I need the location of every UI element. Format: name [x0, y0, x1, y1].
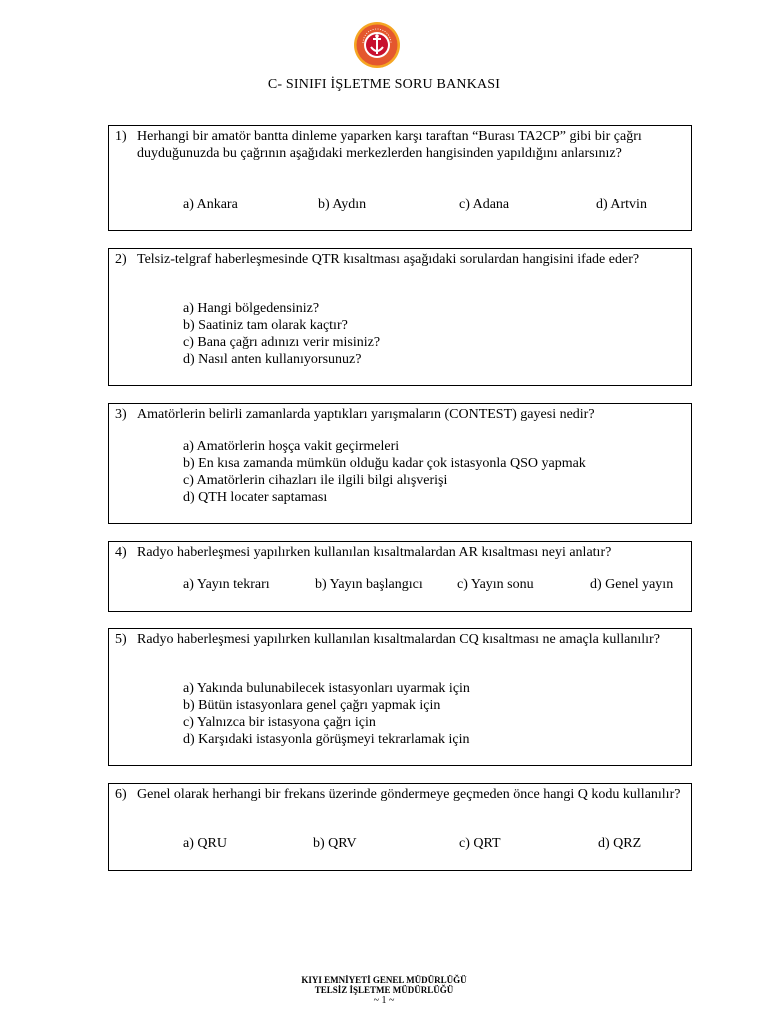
- option-c[interactable]: c) QRT: [459, 836, 501, 851]
- question-number: 6): [115, 787, 127, 802]
- option-b[interactable]: b) Bütün istasyonlara genel çağrı yapmak için: [183, 698, 441, 713]
- question-number: 2): [115, 252, 127, 267]
- option-b[interactable]: b) QRV: [313, 836, 357, 851]
- question-box-1: [108, 125, 692, 231]
- option-a[interactable]: a) Ankara: [183, 197, 238, 212]
- option-d[interactable]: d) Genel yayın: [590, 577, 674, 592]
- question-text: Telsiz-telgraf haberleşmesinde QTR kısaltması aşağıdaki sorulardan hangisini ifade eder?: [137, 252, 640, 267]
- option-c[interactable]: c) Bana çağrı adınızı verir misiniz?: [183, 335, 381, 350]
- option-d[interactable]: d) QTH locater saptaması: [183, 490, 328, 505]
- option-c[interactable]: c) Amatörlerin cihazları ile ilgili bilgi alışverişi: [183, 473, 448, 488]
- option-a[interactable]: a) Amatörlerin hoşça vakit geçirmeleri: [183, 439, 400, 454]
- question-number: 1): [115, 129, 127, 144]
- footer-department: TELSİZ İŞLETME MÜDÜRLÜĞÜ: [314, 985, 454, 995]
- question-text: Radyo haberleşmesi yapılırken kullanılan kısaltmalardan CQ kısaltması ne amaçla kullanılır?: [137, 632, 660, 647]
- question-text: Amatörlerin belirli zamanlarda yaptıkları yarışmaların (CONTEST) gayesi nedir?: [137, 407, 595, 422]
- option-c[interactable]: c) Yalnızca bir istasyona çağrı için: [183, 715, 376, 730]
- option-a[interactable]: a) Yakında bulunabilecek istasyonları uyarmak için: [183, 681, 470, 696]
- option-c[interactable]: c) Yayın sonu: [457, 577, 534, 592]
- option-a[interactable]: a) Yayın tekrarı: [183, 577, 270, 592]
- option-b[interactable]: b) En kısa zamanda mümkün olduğu kadar çok istasyonla QSO yapmak: [183, 456, 586, 471]
- option-b[interactable]: b) Yayın başlangıcı: [315, 577, 423, 592]
- option-d[interactable]: d) Karşıdaki istasyonla görüşmeyi tekrarlamak için: [183, 732, 470, 747]
- question-box-3: [108, 403, 692, 524]
- question-box-6: [108, 783, 692, 871]
- option-d[interactable]: d) Nasıl anten kullanıyorsunuz?: [183, 352, 362, 367]
- page-title: C- SINIFI İŞLETME SORU BANKASI: [267, 77, 501, 92]
- question-number: 3): [115, 407, 127, 422]
- question-number: 5): [115, 632, 127, 647]
- option-d[interactable]: d) Artvin: [596, 197, 647, 212]
- option-c[interactable]: c) Adana: [459, 197, 510, 212]
- page-number: ~ 1 ~: [373, 995, 395, 1006]
- question-box-4: [108, 541, 692, 612]
- option-a[interactable]: a) QRU: [183, 836, 227, 851]
- question-number: 4): [115, 545, 127, 560]
- option-a[interactable]: a) Hangi bölgedensiniz?: [183, 301, 320, 316]
- question-text: Genel olarak herhangi bir frekans üzerinde göndermeye geçmeden önce hangi Q kodu kullanılır?: [137, 787, 681, 802]
- option-b[interactable]: b) Aydın: [318, 197, 367, 212]
- question-text: Herhangi bir amatör bantta dinleme yaparken karşı taraftan “Burası TA2CP” gibi bir çağrı duyduğunuzda bu çağrının aşağıdaki merkezlerden hangisinden yapıldığını anlarsınız?: [137, 129, 642, 161]
- option-b[interactable]: b) Saatiniz tam olarak kaçtır?: [183, 318, 348, 333]
- coastal-safety-emblem-icon: [353, 21, 401, 69]
- question-box-2: [108, 248, 692, 386]
- footer-organization: KIYI EMNİYETİ GENEL MÜDÜRLÜĞÜ: [301, 975, 467, 985]
- question-text: Radyo haberleşmesi yapılırken kullanılan kısaltmalardan AR kısaltması neyi anlatır?: [137, 545, 612, 560]
- option-d[interactable]: d) QRZ: [598, 836, 642, 851]
- question-box-5: [108, 628, 692, 766]
